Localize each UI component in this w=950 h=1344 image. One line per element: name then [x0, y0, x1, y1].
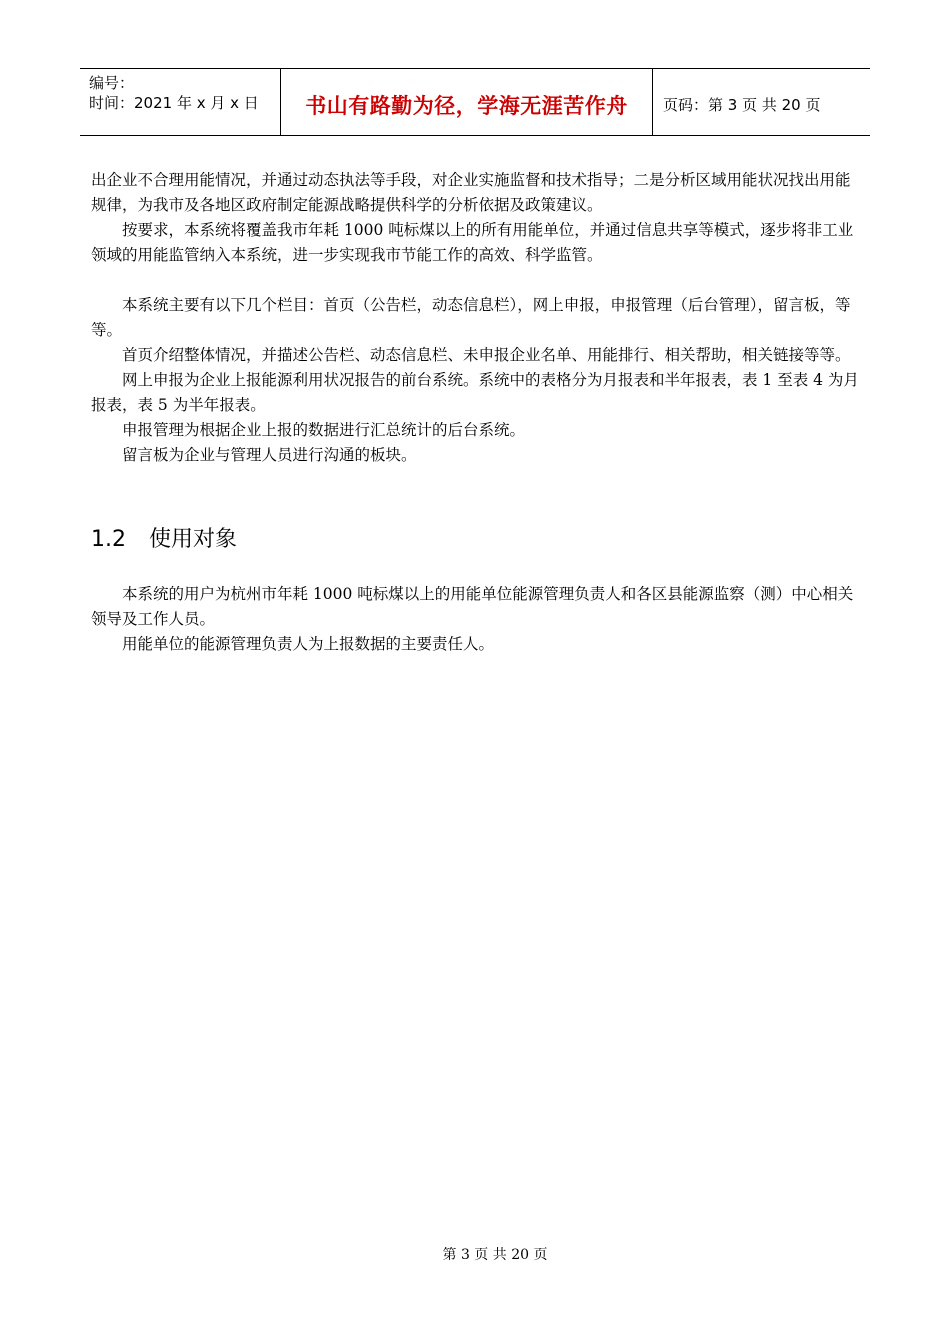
paragraph: 用能单位的能源管理负责人为上报数据的主要责任人。 — [122, 635, 495, 653]
section-title: 使用对象 — [149, 527, 238, 552]
paragraph: 出企业不合理用能情况，并通过动态执法等手段，对企业实施监督和技术指导；二是分析区域用能状况找出用能规律，为我市及各地区政府制定能源战略提供科学的分析依据及政策建议。 — [91, 171, 851, 214]
header-page-number: 页码：第 3 页 共 20 页 — [663, 95, 821, 114]
document-number-label: 编号： — [89, 74, 135, 92]
page-header — [80, 68, 870, 136]
paragraph: 本系统主要有以下几个栏目：首页（公告栏，动态信息栏），网上申报，申报管理（后台管理），留言板，等等。 — [91, 296, 851, 339]
header-meta-cell — [80, 69, 281, 135]
columns-section — [91, 293, 859, 468]
section-heading — [91, 522, 237, 553]
section-number: 1.2 — [91, 527, 126, 552]
header-motto: 书山有路勤为径，学海无涯苦作舟 — [281, 69, 653, 135]
document-date-label: 时间：2021 年 x 月 x 日 — [89, 94, 259, 112]
paragraph: 按要求，本系统将覆盖我市年耗 1000 吨标煤以上的所有用能单位，并通过信息共享等模式，逐步将非工业领域的用能监管纳入本系统，进一步实现我市节能工作的高效、科学监管。 — [91, 221, 854, 264]
paragraph: 申报管理为根据企业上报的数据进行汇总统计的后台系统。 — [122, 421, 526, 439]
intro-section — [91, 168, 859, 268]
page-footer: 第 3 页 共 20 页 — [442, 1247, 548, 1263]
paragraph: 首页介绍整体情况，并描述公告栏、动态信息栏、未申报企业名单、用能排行、相关帮助，相关链接等等。 — [122, 346, 851, 364]
users-section — [91, 582, 859, 657]
paragraph: 本系统的用户为杭州市年耗 1000 吨标煤以上的用能单位能源管理负责人和各区县能源监察（测）中心相关领导及工作人员。 — [91, 585, 854, 628]
paragraph: 留言板为企业与管理人员进行沟通的板块。 — [122, 446, 417, 464]
paragraph: 网上申报为企业上报能源利用状况报告的前台系统。系统中的表格分为月报表和半年报表，表 1 至表 4 为月报表，表 5 为半年报表。 — [91, 371, 859, 414]
